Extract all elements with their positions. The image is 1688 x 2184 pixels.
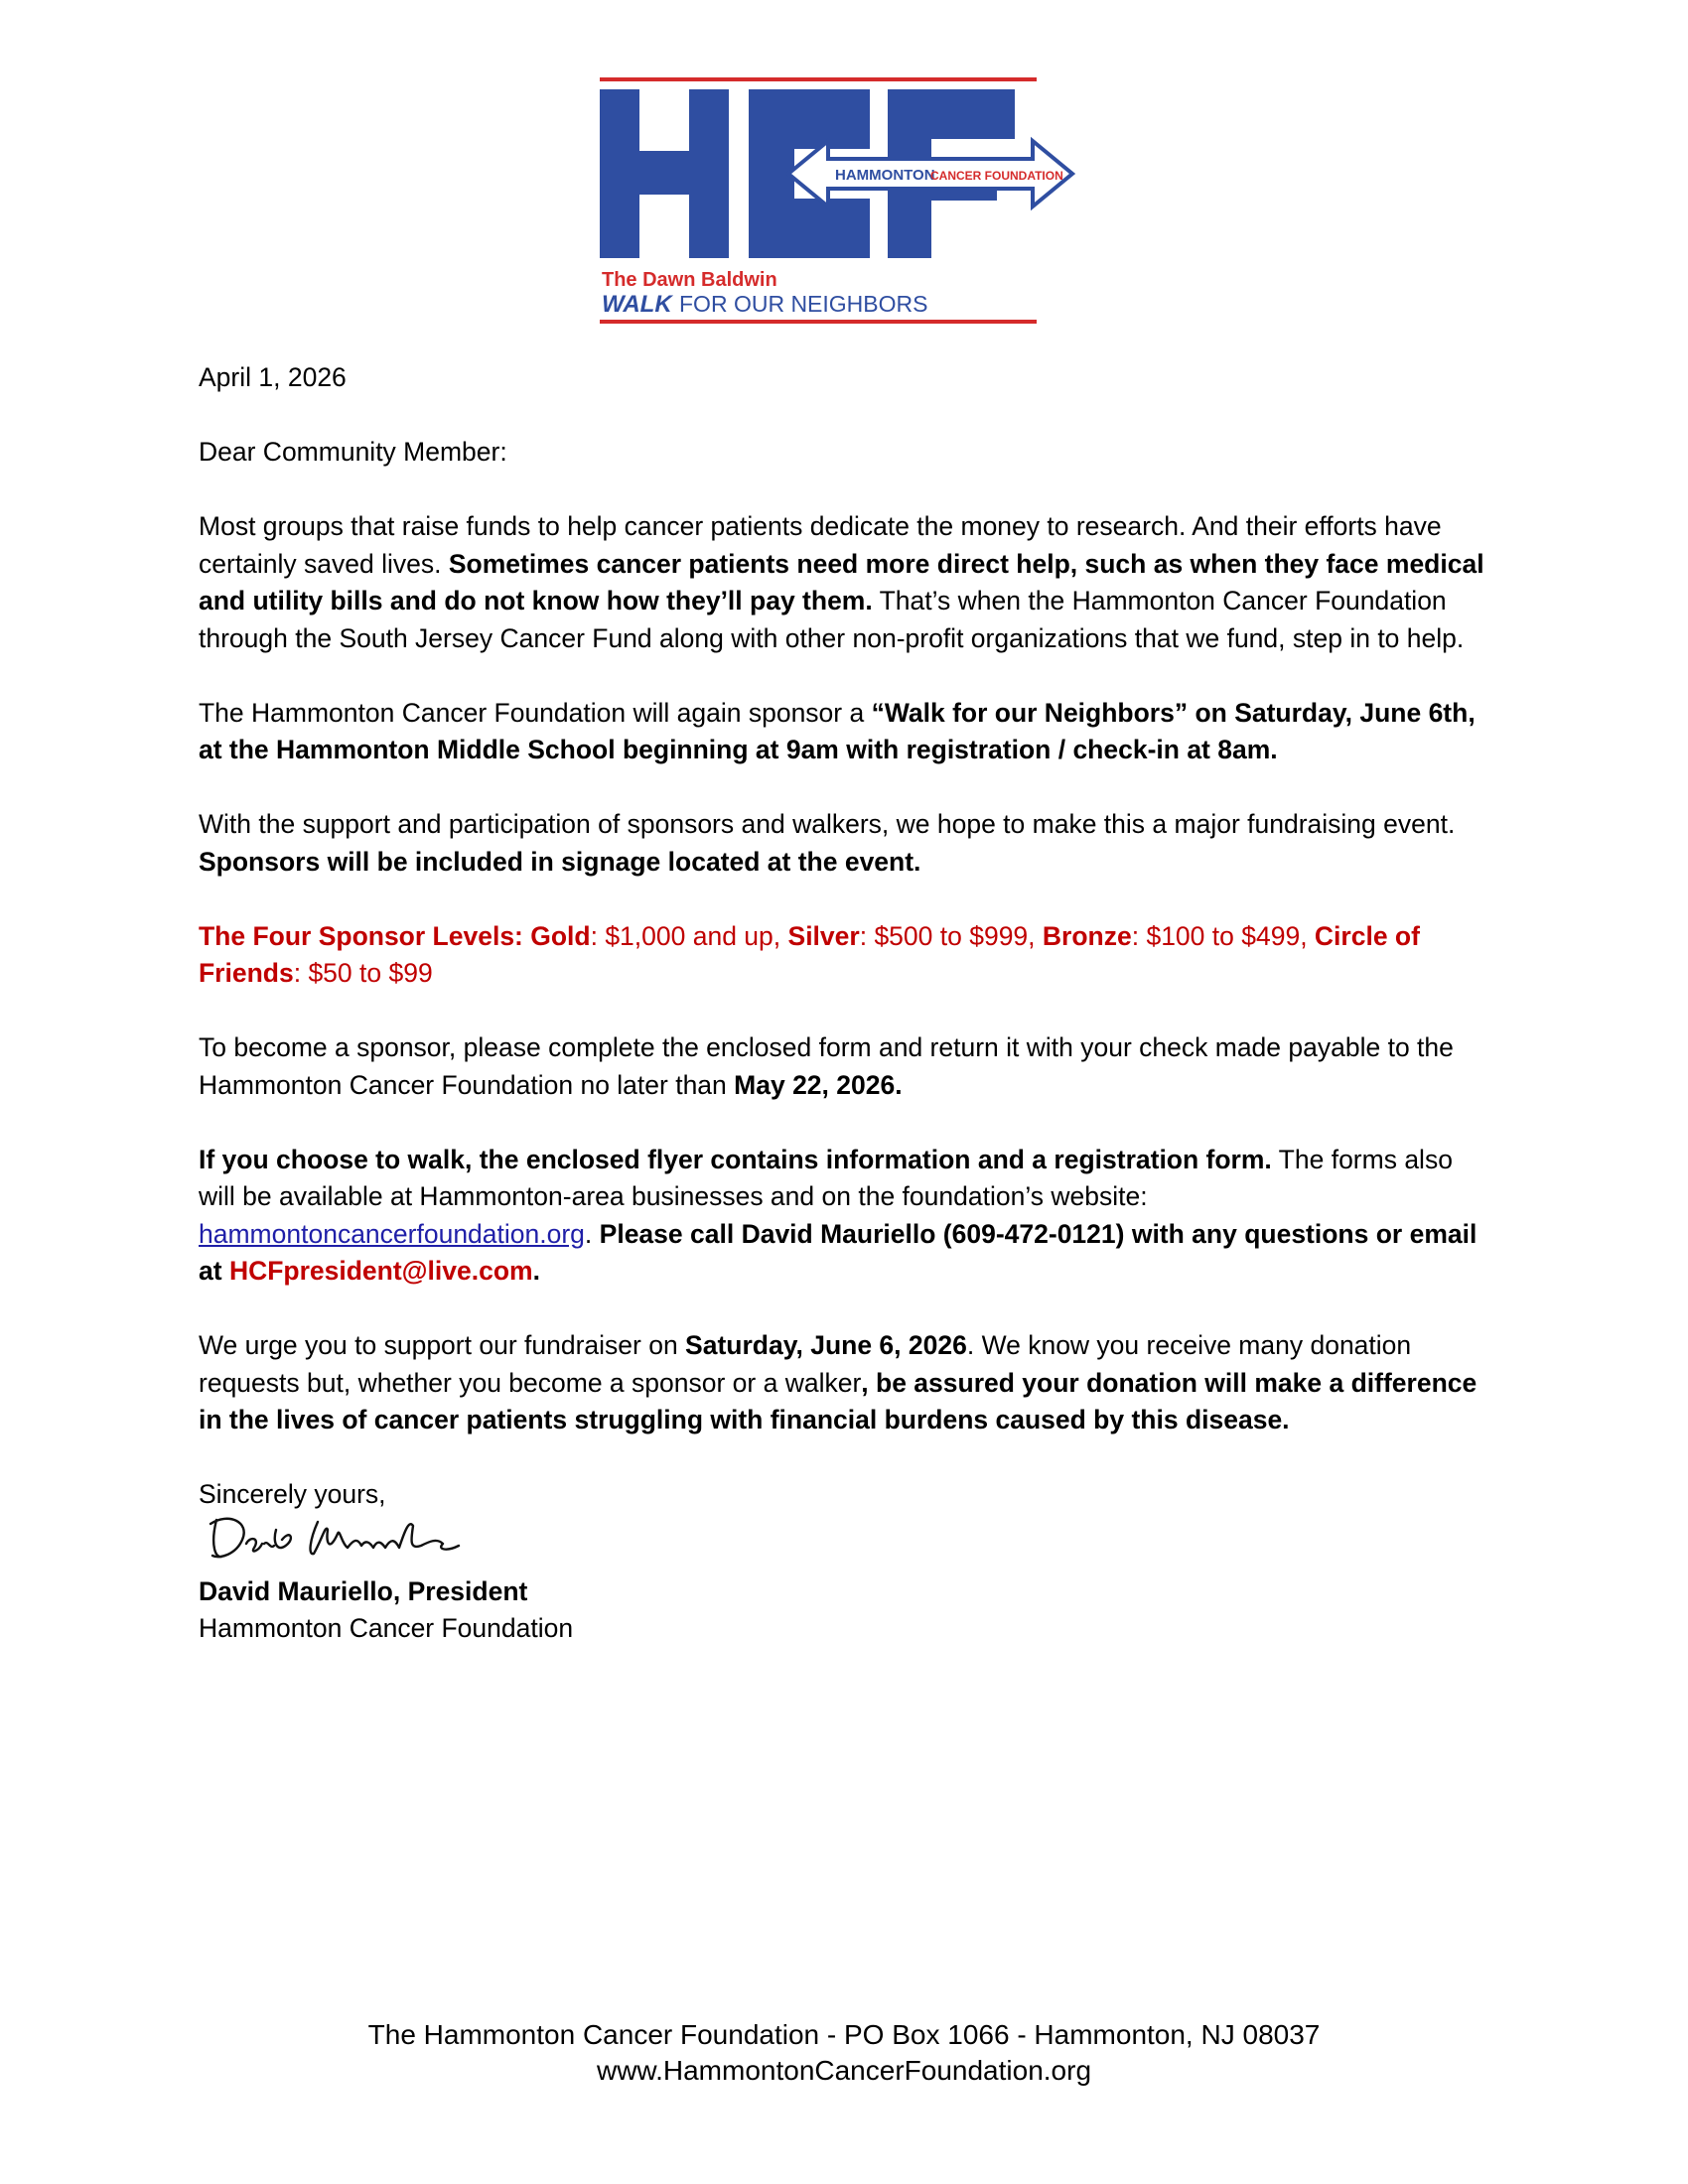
footer-website: www.HammontonCancerFoundation.org — [596, 2055, 1092, 2086]
paragraph-walk-info — [199, 1142, 1489, 1291]
silver-label: Silver — [787, 920, 860, 951]
logo-subtitle-rest: FOR OUR NEIGHBORS — [679, 291, 928, 317]
text-run: That’s when the Hammonton Cancer Foundation through the South Jersey Cancer Fund along with other non-profit organizations that we fund, step in to help. — [199, 586, 1465, 653]
text-run-bold: . — [532, 1256, 540, 1286]
closing-text: Sincerely yours, — [199, 1479, 386, 1509]
logo-subtitle-walk: WALK — [602, 291, 672, 318]
paragraph-become-sponsor — [199, 1029, 1489, 1104]
text-run-bold: Sometimes cancer patients need more direct help, such as when they face medical and utility bills and do not know how they’ll pay them. — [199, 548, 1484, 615]
paragraph-intro — [199, 508, 1489, 657]
paragraph-sponsor-levels — [199, 918, 1489, 993]
text-run-bold: May 22, 2026. — [734, 1069, 903, 1100]
hcf-logo — [600, 77, 1082, 326]
website-link[interactable]: hammontoncancerfoundation.org — [199, 1218, 585, 1249]
circle-amount: : $50 to $99 — [293, 958, 433, 988]
letter-date: April 1, 2026 — [199, 362, 347, 392]
text-run: . — [584, 1218, 600, 1249]
email-link[interactable]: HCFpresident@live.com — [228, 1256, 533, 1286]
paragraph-walk-announcement — [199, 695, 1489, 769]
footer — [0, 2017, 1688, 2089]
text-run-bold: Sponsors will be included in signage located at the event. — [199, 846, 921, 877]
logo-arrow-text-left: HAMMONTON — [835, 167, 935, 184]
text-run: To become a sponsor, please complete the enclosed form and return it with your check made payable to the Hammonton Cancer Foundation no later than — [199, 1032, 1454, 1100]
closing-block — [199, 1476, 1489, 1648]
bronze-label: Bronze — [1042, 920, 1132, 951]
text-run: . We know you receive many donation requests but, whether you become a sponsor or a walker — [199, 1330, 1412, 1398]
text-run-bold: Please call David Mauriello (609-472-0121) with any questions or email at — [199, 1218, 1477, 1286]
paragraph-urge — [199, 1327, 1489, 1439]
sponsor-levels-heading: The Four Sponsor Levels: Gold — [199, 920, 591, 951]
signer-organization: Hammonton Cancer Foundation — [199, 1613, 574, 1643]
text-run-bold: If you choose to walk, the enclosed flyer contains information and a registration form. — [199, 1144, 1272, 1174]
text-run-bold: , be assured your donation will make a difference in the lives of cancer patients struggling with financial burdens caused by this disease. — [199, 1367, 1477, 1434]
paragraph-sponsors — [199, 806, 1489, 881]
bronze-amount: : $100 to $499, — [1131, 920, 1315, 951]
letter-salutation: Dear Community Member: — [199, 437, 507, 467]
text-run: The Hammonton Cancer Foundation will again sponsor a — [199, 697, 872, 728]
gold-amount: : $1,000 and up, — [590, 920, 788, 951]
text-run: With the support and participation of sponsors and walkers, we hope to make this a major fundraising event. — [199, 809, 1456, 839]
hcf-logo-graphic — [600, 77, 1082, 326]
logo-arrow-text-right: CANCER FOUNDATION — [930, 169, 1063, 183]
text-run-bold: Saturday, June 6, 2026 — [685, 1330, 967, 1360]
silver-amount: : $500 to $999, — [859, 920, 1043, 951]
text-run-bold: “Walk for our Neighbors” on Saturday, June 6th, at the Hammonton Middle School beginning at 9am with registration / check-in at 8am. — [199, 697, 1476, 764]
circle-label: Circle of Friends — [199, 920, 1420, 988]
logo-subtitle-line1: The Dawn Baldwin — [602, 269, 777, 291]
letter-body — [199, 359, 1489, 1648]
text-run: We urge you to support our fundraiser on — [199, 1330, 686, 1360]
text-run: The forms also will be available at Hammonton-area businesses and on the foundation’s website: — [199, 1144, 1453, 1211]
text-run: Most groups that raise funds to help cancer patients dedicate the money to research. And their efforts have certainly saved lives. — [199, 511, 1442, 579]
footer-address: The Hammonton Cancer Foundation - PO Box 1066 - Hammonton, NJ 08037 — [367, 2019, 1321, 2050]
signer-name: David Mauriello, President — [199, 1575, 528, 1606]
